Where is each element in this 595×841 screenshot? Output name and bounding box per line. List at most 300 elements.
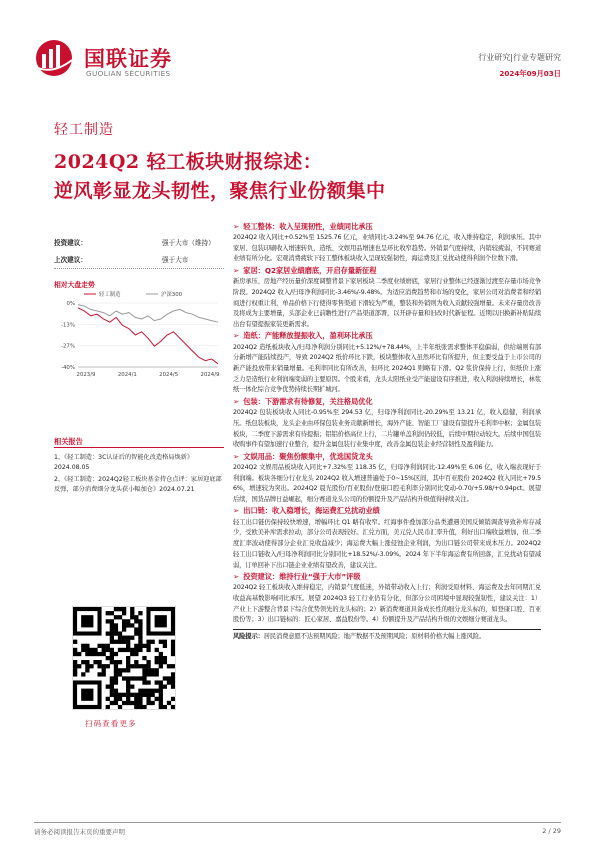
qr-module xyxy=(126,680,130,684)
qr-module xyxy=(126,660,130,664)
qr-module xyxy=(163,640,167,644)
qr-module xyxy=(167,701,171,705)
qr-module xyxy=(130,611,134,615)
qr-module xyxy=(155,689,159,693)
qr-module xyxy=(118,648,122,652)
qr-module xyxy=(102,668,106,672)
qr-module xyxy=(126,685,130,689)
rating-current xyxy=(54,233,224,250)
qr-module xyxy=(134,631,138,635)
qr-module xyxy=(110,619,114,623)
section-heading: ➢ 轻工整体：收入呈现韧性，业绩同比承压 xyxy=(233,221,373,231)
qr-code-icon xyxy=(73,607,175,709)
qr-module xyxy=(110,627,114,631)
qr-module xyxy=(138,611,142,615)
qr-module xyxy=(126,701,130,705)
qr-module xyxy=(171,648,175,652)
qr-module xyxy=(110,680,114,684)
qr-module xyxy=(146,644,150,648)
qr-module xyxy=(126,668,130,672)
qr-module xyxy=(134,693,138,697)
qr-caption: 扫码查看更多 xyxy=(85,719,137,728)
section-text: 2024Q2 文娱用品板块收入同比+7.32%至 118.35 亿，归母净利润同比-12.49%至 6.06 亿，收入端表现好于利润端。板块各细分行业龙头 2024Q2 收入增速普遍处于0~15%区间，其中百亚股份 2024Q2 收入同比+79.56%，增速较为突出。2024Q2 晨光股份/百亚股份/登康口腔毛利率分别同比变动-0.70/+5.98/+0.94pct。展望后续，国货品牌日益崛起，细分赛道龙头公司的份额提升及产品结构升级值得持续关注。 xyxy=(233,463,541,504)
qr-module xyxy=(142,644,146,648)
qr-module xyxy=(110,689,114,693)
qr-module xyxy=(122,623,126,627)
related-reports-title: 相关报告 xyxy=(54,437,83,446)
risk-warning xyxy=(233,629,541,643)
qr-module xyxy=(118,693,122,697)
qr-module xyxy=(138,623,142,627)
summary-content xyxy=(233,221,541,643)
qr-module xyxy=(146,693,150,697)
qr-module xyxy=(114,623,118,627)
qr-module xyxy=(73,648,77,652)
qr-module xyxy=(73,640,77,644)
section-heading: ➢ 造纸：产能释放提振收入，盈利环比承压 xyxy=(233,331,373,341)
qr-module xyxy=(134,705,138,709)
qr-module xyxy=(142,668,146,672)
chart-y-tick-label: 0% xyxy=(66,301,75,307)
qr-module xyxy=(171,705,175,709)
qr-module xyxy=(110,676,114,680)
qr-module xyxy=(122,701,126,705)
qr-module xyxy=(146,660,150,664)
qr-module xyxy=(110,656,114,660)
qr-module xyxy=(106,697,110,701)
industry-label: 轻工制造 xyxy=(54,122,114,138)
report-title: 2024Q2 轻工板块财报综述： xyxy=(54,151,323,173)
qr-module xyxy=(110,640,114,644)
qr-module xyxy=(142,689,146,693)
section-text: 2024Q2 造纸板块收入/归母净利润分别同比+5.12%/+78.44%，上半年纸张需求整体平稳偏弱，供给端则有部分新增产能陆续投产，导致 2024Q2 纸价环比下跌，板块整体收入虽然环比有所提升，但主要受益于上市公司的新产能投放带来销量增量。毛利率同比有所改善，但环比 2024Q1 则略有下滑。Q2 浆价保持上行，但纸价上涨乏力是造纸行业利润端变弱的主要原因。个股来看，龙头太阳纸业受产能建设有序推进，收入利润持续增长，林浆纸一体化综合竞争优势持续长期扩城河。 xyxy=(233,343,541,394)
chart-x-tick-label: 2024/9 xyxy=(200,372,220,378)
qr-module xyxy=(118,672,122,676)
qr-module xyxy=(130,685,134,689)
qr-module xyxy=(122,636,126,640)
qr-module xyxy=(114,693,118,697)
qr-module xyxy=(155,672,159,676)
qr-module xyxy=(171,672,175,676)
qr-module xyxy=(138,619,142,623)
qr-module xyxy=(102,648,106,652)
qr-module xyxy=(97,644,101,648)
qr-module xyxy=(106,619,110,623)
qr-module xyxy=(159,652,163,656)
qr-module xyxy=(114,689,118,693)
qr-module xyxy=(155,656,159,660)
qr-module xyxy=(130,652,134,656)
qr-module xyxy=(114,672,118,676)
qr-module xyxy=(126,644,130,648)
section-text: 2024Q2 收入同比+0.52%至 1525.76 亿元，业绩同比-3.24%至 94.76 亿元，收入维持稳定，利润承压。其中家居、包装印刷收入增速转负，造纸、文娱用品增速也呈环比收窄趋势。外销景气度持续，内销较疲弱，不同赛道业绩有所分化。宏观消费疲软下轻工整体板块收入呈现较强韧性，海运费及汇兑扰动使得利润个位数下滑。 xyxy=(233,234,541,263)
qr-module xyxy=(159,640,163,644)
qr-module xyxy=(130,636,134,640)
section-text: 轻工出口链仍保持较快增速，增幅环比 Q1 略有收窄。红海事件叠加部分品类遭遇美国反倾销调查导致补库存减少，受欧美补库需求拉动，部分公司表现较好。汇兑方面，美元兑人民币汇率升值，利好出口端收益增加，但二季度汇率波动使得部分企业汇兑收益减少；海运费大幅上涨侵蚀企业利润，为出口链公司带来成本压力。2024Q2 轻工出口链收入/归母净利润同比分别同比+18.52%/-3.09%。2024 年下半年海运费有所回落，汇兑扰动有望减弱，订单回补下出口链企业业绩有望改善，建议关注。 xyxy=(233,518,541,569)
qr-module xyxy=(130,701,134,705)
qr-module xyxy=(110,701,114,705)
qr-module xyxy=(130,693,134,697)
qr-module xyxy=(114,660,118,664)
qr-module xyxy=(159,656,163,660)
qr-module xyxy=(159,697,163,701)
footer-divider xyxy=(34,822,561,823)
chart-y-tick-label: -40% xyxy=(61,365,75,371)
qr-module xyxy=(134,648,138,652)
qr-module xyxy=(163,685,167,689)
qr-module xyxy=(142,693,146,697)
qr-module xyxy=(163,705,167,709)
qr-module xyxy=(110,685,114,689)
qr-module xyxy=(126,656,130,660)
qr-module xyxy=(110,693,114,697)
chart-x-tick-label: 2024/5 xyxy=(159,372,179,378)
rating-previous xyxy=(54,250,224,267)
chart-x-tick-label: 2023/9 xyxy=(76,372,96,378)
qr-module xyxy=(114,680,118,684)
related-report-link[interactable]: 2、《轻工制造：2024Q2轻工板块基金持仓点评：家居迎底部反弹，部分消费细分龙头获小幅加仓》2024.07.21 xyxy=(54,476,222,493)
qr-module xyxy=(85,664,89,668)
qr-module xyxy=(73,652,77,656)
qr-module xyxy=(159,693,163,697)
qr-module xyxy=(163,656,167,660)
qr-module xyxy=(146,680,150,684)
qr-module xyxy=(138,697,142,701)
qr-module xyxy=(146,640,150,644)
qr-module xyxy=(102,652,106,656)
qr-module xyxy=(126,693,130,697)
qr-module xyxy=(163,660,167,664)
qr-module xyxy=(142,680,146,684)
qr-module xyxy=(81,644,85,648)
qr-module xyxy=(167,680,171,684)
qr-module xyxy=(93,660,97,664)
qr-module xyxy=(167,664,171,668)
qr-module xyxy=(114,640,118,644)
qr-module xyxy=(89,652,93,656)
qr-module xyxy=(118,640,122,644)
qr-module xyxy=(73,672,77,676)
qr-module xyxy=(118,607,122,611)
chart-x-tick-label: 2024/1 xyxy=(117,372,137,378)
qr-module xyxy=(134,660,138,664)
qr-module xyxy=(93,652,97,656)
qr-module xyxy=(142,656,146,660)
qr-module xyxy=(163,644,167,648)
qr-module xyxy=(171,676,175,680)
chart-svg xyxy=(54,289,224,379)
qr-module xyxy=(146,668,150,672)
section-heading: ➢ 文娱用品：聚焦份额集中，优选国货龙头 xyxy=(233,451,373,461)
qr-module xyxy=(138,640,142,644)
qr-module xyxy=(114,668,118,672)
qr-module xyxy=(77,664,81,668)
qr-module xyxy=(171,697,175,701)
qr-module xyxy=(126,689,130,693)
qr-module xyxy=(146,672,150,676)
qr-module xyxy=(118,705,122,709)
qr-module xyxy=(102,672,106,676)
qr-module xyxy=(151,668,155,672)
qr-module xyxy=(85,668,89,672)
qr-module xyxy=(97,664,101,668)
report-date: 2024年09月03日 xyxy=(499,69,561,78)
qr-module xyxy=(159,705,163,709)
qr-module xyxy=(126,697,130,701)
qr-module xyxy=(151,672,155,676)
header-meta xyxy=(478,52,561,79)
qr-module xyxy=(130,615,134,619)
qr-module xyxy=(114,615,118,619)
qr-module xyxy=(155,697,159,701)
qr-module xyxy=(151,701,155,705)
chart-legend-label: 轻工制造 xyxy=(99,292,121,298)
qr-module xyxy=(171,652,175,656)
qr-module xyxy=(171,685,175,689)
qr-module xyxy=(126,619,130,623)
section-text: 新房承压、房地产经历量价深度调整背景下家居板块二季度业绩磨底，家居行业整体已经逐渐过渡至存量市场竞争阶段。2024Q2 收入/归母净利润同比-3.46%/-9.48%。为适应消费趋势和市场的变化，家居公司对消费者和经销商进行权重让利，单品价格下行使得零售渠道下滑较为严重，整装和外销则为收入贡献较强增量。未来存量房改善及将成为主要增量，头部企业已前瞻性进行产品渠道部署，以开辟存量和旧改时代新征程。近期以旧换新补贴陆续出台有望提振家装更新需求。 xyxy=(233,278,541,328)
qr-module xyxy=(159,680,163,684)
qr-module xyxy=(134,676,138,680)
qr-module xyxy=(122,619,126,623)
logo-mark-icon xyxy=(34,38,78,78)
section-heading: ➢ 出口链：收入稳增长，海运费汇兑扰动业绩 xyxy=(233,506,380,516)
qr-module xyxy=(118,615,122,619)
chart-y-tick-label: -27% xyxy=(61,343,75,350)
qr-module xyxy=(122,627,126,631)
qr-module xyxy=(138,689,142,693)
qr-module xyxy=(163,676,167,680)
qr-finder xyxy=(81,615,93,627)
qr-module xyxy=(159,660,163,664)
qr-module xyxy=(130,648,134,652)
rating-value: 强于大市 xyxy=(162,255,189,264)
qr-module xyxy=(159,685,163,689)
qr-module xyxy=(114,607,118,611)
qr-module xyxy=(106,644,110,648)
qr-module xyxy=(122,611,126,615)
qr-module xyxy=(171,664,175,668)
qr-module xyxy=(81,648,85,652)
qr-module xyxy=(106,611,110,615)
qr-module xyxy=(106,656,110,660)
qr-module xyxy=(89,664,93,668)
qr-module xyxy=(134,652,138,656)
qr-module xyxy=(171,644,175,648)
qr-module xyxy=(134,697,138,701)
qr-module xyxy=(138,693,142,697)
report-subtitle: 逆风彰显龙头韧性，聚焦行业份额集中 xyxy=(54,180,386,202)
qr-module xyxy=(134,619,138,623)
risk-label: 风险提示： xyxy=(233,633,264,641)
qr-module xyxy=(114,627,118,631)
qr-module xyxy=(122,607,126,611)
qr-module xyxy=(118,668,122,672)
arrow-icon: ➢ xyxy=(233,221,240,231)
rating-label: 上次建议： xyxy=(54,255,87,264)
qr-module xyxy=(138,648,142,652)
qr-module xyxy=(106,664,110,668)
company-logo xyxy=(34,38,184,80)
qr-module xyxy=(151,693,155,697)
qr-module xyxy=(159,701,163,705)
qr-module xyxy=(146,648,150,652)
rating-value: 强于大市（维持） xyxy=(162,238,215,247)
qr-module xyxy=(118,631,122,635)
qr-module xyxy=(122,648,126,652)
qr-module xyxy=(110,660,114,664)
qr-finder xyxy=(155,615,167,627)
rating-block xyxy=(54,233,224,267)
chart-legend-label: 沪深300 xyxy=(161,292,183,298)
section-heading: ➢ 包装：下游需求有待修复，关注格局优化 xyxy=(233,396,373,406)
qr-module xyxy=(73,668,77,672)
qr-module xyxy=(134,627,138,631)
qr-module xyxy=(85,652,89,656)
qr-module xyxy=(102,664,106,668)
qr-module xyxy=(114,701,118,705)
qr-module xyxy=(126,640,130,644)
qr-module xyxy=(138,636,142,640)
qr-module xyxy=(97,660,101,664)
section-heading: ➢ 家居：Q2家居业绩磨底，开启存量新征程 xyxy=(233,265,377,275)
qr-module xyxy=(138,644,142,648)
qr-module xyxy=(130,676,134,680)
qr-module xyxy=(97,652,101,656)
page-number: 2 / 29 xyxy=(542,827,561,835)
chart-title: 相对大盘走势 xyxy=(54,281,95,289)
relative-performance-chart xyxy=(54,289,224,379)
qr-module xyxy=(155,648,159,652)
qr-module xyxy=(134,701,138,705)
arrow-icon: ➢ xyxy=(233,265,240,275)
qr-module xyxy=(118,660,122,664)
qr-module xyxy=(110,648,114,652)
qr-module xyxy=(138,627,142,631)
qr-module xyxy=(110,636,114,640)
arrow-icon: ➢ xyxy=(233,506,240,516)
qr-module xyxy=(114,697,118,701)
risk-text: 居民消费意愿不达预期风险；地产数据不及预期风险；原材料价格大幅上涨风险。 xyxy=(263,633,486,641)
qr-module xyxy=(155,668,159,672)
qr-module xyxy=(73,664,77,668)
arrow-icon: ➢ xyxy=(233,331,240,341)
qr-module xyxy=(138,676,142,680)
arrow-icon: ➢ xyxy=(233,451,240,461)
qr-module xyxy=(114,652,118,656)
divider xyxy=(54,447,224,448)
report-category: 行业研究|行业专题研究 xyxy=(478,53,561,62)
chart-y-tick-label: -13% xyxy=(61,322,75,329)
qr-module xyxy=(171,680,175,684)
qr-module xyxy=(102,644,106,648)
qr-module xyxy=(130,664,134,668)
qr-module xyxy=(146,689,150,693)
qr-module xyxy=(118,697,122,701)
qr-module xyxy=(134,615,138,619)
qr-module xyxy=(126,623,130,627)
logo-text-en: GUOLIAN SECURITIES xyxy=(86,69,171,78)
qr-module xyxy=(142,672,146,676)
footer-disclaimer: 请务必阅读报告末页的重要声明 xyxy=(34,828,125,836)
qr-module xyxy=(155,660,159,664)
qr-module xyxy=(151,689,155,693)
qr-module xyxy=(142,676,146,680)
qr-module xyxy=(142,705,146,709)
qr-module xyxy=(89,648,93,652)
related-reports-list xyxy=(54,453,224,497)
related-report-link[interactable]: 1、《轻工制造：3C认证后的智能化改造格局焕新》2024.08.05 xyxy=(54,454,194,471)
qr-module xyxy=(106,648,110,652)
qr-module xyxy=(167,676,171,680)
qr-module xyxy=(114,676,118,680)
qr-module xyxy=(138,664,142,668)
qr-module xyxy=(130,607,134,611)
qr-module xyxy=(126,664,130,668)
qr-module xyxy=(118,636,122,640)
qr-module xyxy=(85,660,89,664)
qr-module xyxy=(93,648,97,652)
qr-module xyxy=(159,689,163,693)
qr-module xyxy=(138,705,142,709)
qr-module xyxy=(146,664,150,668)
qr-module xyxy=(146,701,150,705)
qr-module xyxy=(122,693,126,697)
qr-module xyxy=(110,631,114,635)
qr-module xyxy=(126,676,130,680)
qr-code[interactable] xyxy=(72,606,176,710)
qr-module xyxy=(134,664,138,668)
qr-module xyxy=(138,631,142,635)
section-text: 2024Q2 轻工板块收入维持稳定，内销景气度低迷，外销带动收入上行；利润受原材料、海运费及去年同期汇兑收益高基数影响同比承压。展望 2024Q3 轻工行业仍有分化，但部分公司困境中显现较强韧性，建议关注：1）产业上下游整合背景下综合优势领先的龙头标的；2）新消费赛道具备成长性的细分龙头标的，如登康口腔、百亚股份等；3）出口链标的：匠心家居、嘉益股份等。4）份额提升及产品结构升级的文娱细分赛道龙头。 xyxy=(233,584,541,624)
qr-module xyxy=(106,631,110,635)
qr-module xyxy=(73,660,77,664)
qr-module xyxy=(171,640,175,644)
section-text: 2024Q2 包装板块收入同比-0.95%至 294.53 亿，归母净利润同比-20.29%至 13.21 亿，收入稳健，利润承压。纸包装板块，龙头企业由环保包装业务贡献新增长，海外产能、智能工厂建设有望提升毛利率中枢；金属包装板块，二季度下游需求有待提振；铝铝价格高位上行，二片罐单盖利润仍较低，后续中期拉动较大。后续中国包装收购事件有望加速行业整合，提升金属包装行业集中度，改善金属包装企业经营韧性及盈利能力。 xyxy=(233,409,541,449)
qr-module xyxy=(114,631,118,635)
chart-series-line xyxy=(78,305,218,323)
qr-module xyxy=(81,672,85,676)
qr-module xyxy=(110,611,114,615)
qr-module xyxy=(130,623,134,627)
qr-module xyxy=(122,676,126,680)
qr-module xyxy=(81,660,85,664)
qr-module xyxy=(134,644,138,648)
qr-module xyxy=(146,697,150,701)
arrow-icon: ➢ xyxy=(233,571,240,581)
rating-label: 投资建议： xyxy=(54,238,87,247)
qr-module xyxy=(85,644,89,648)
section-heading: ➢ 投资建议：维持行业“强于大市”评级 xyxy=(233,571,361,581)
qr-module xyxy=(110,652,114,656)
arrow-icon: ➢ xyxy=(233,396,240,406)
qr-module xyxy=(97,672,101,676)
qr-module xyxy=(122,640,126,644)
qr-module xyxy=(85,648,89,652)
qr-module xyxy=(110,623,114,627)
logo-text-cn: 国联证券 xyxy=(84,47,172,71)
qr-module xyxy=(155,680,159,684)
divider xyxy=(54,268,224,269)
qr-module xyxy=(122,668,126,672)
qr-module xyxy=(126,636,130,640)
qr-module xyxy=(114,664,118,668)
qr-module xyxy=(142,664,146,668)
qr-module xyxy=(77,652,81,656)
qr-module xyxy=(151,640,155,644)
qr-finder xyxy=(81,689,93,701)
qr-module xyxy=(126,648,130,652)
